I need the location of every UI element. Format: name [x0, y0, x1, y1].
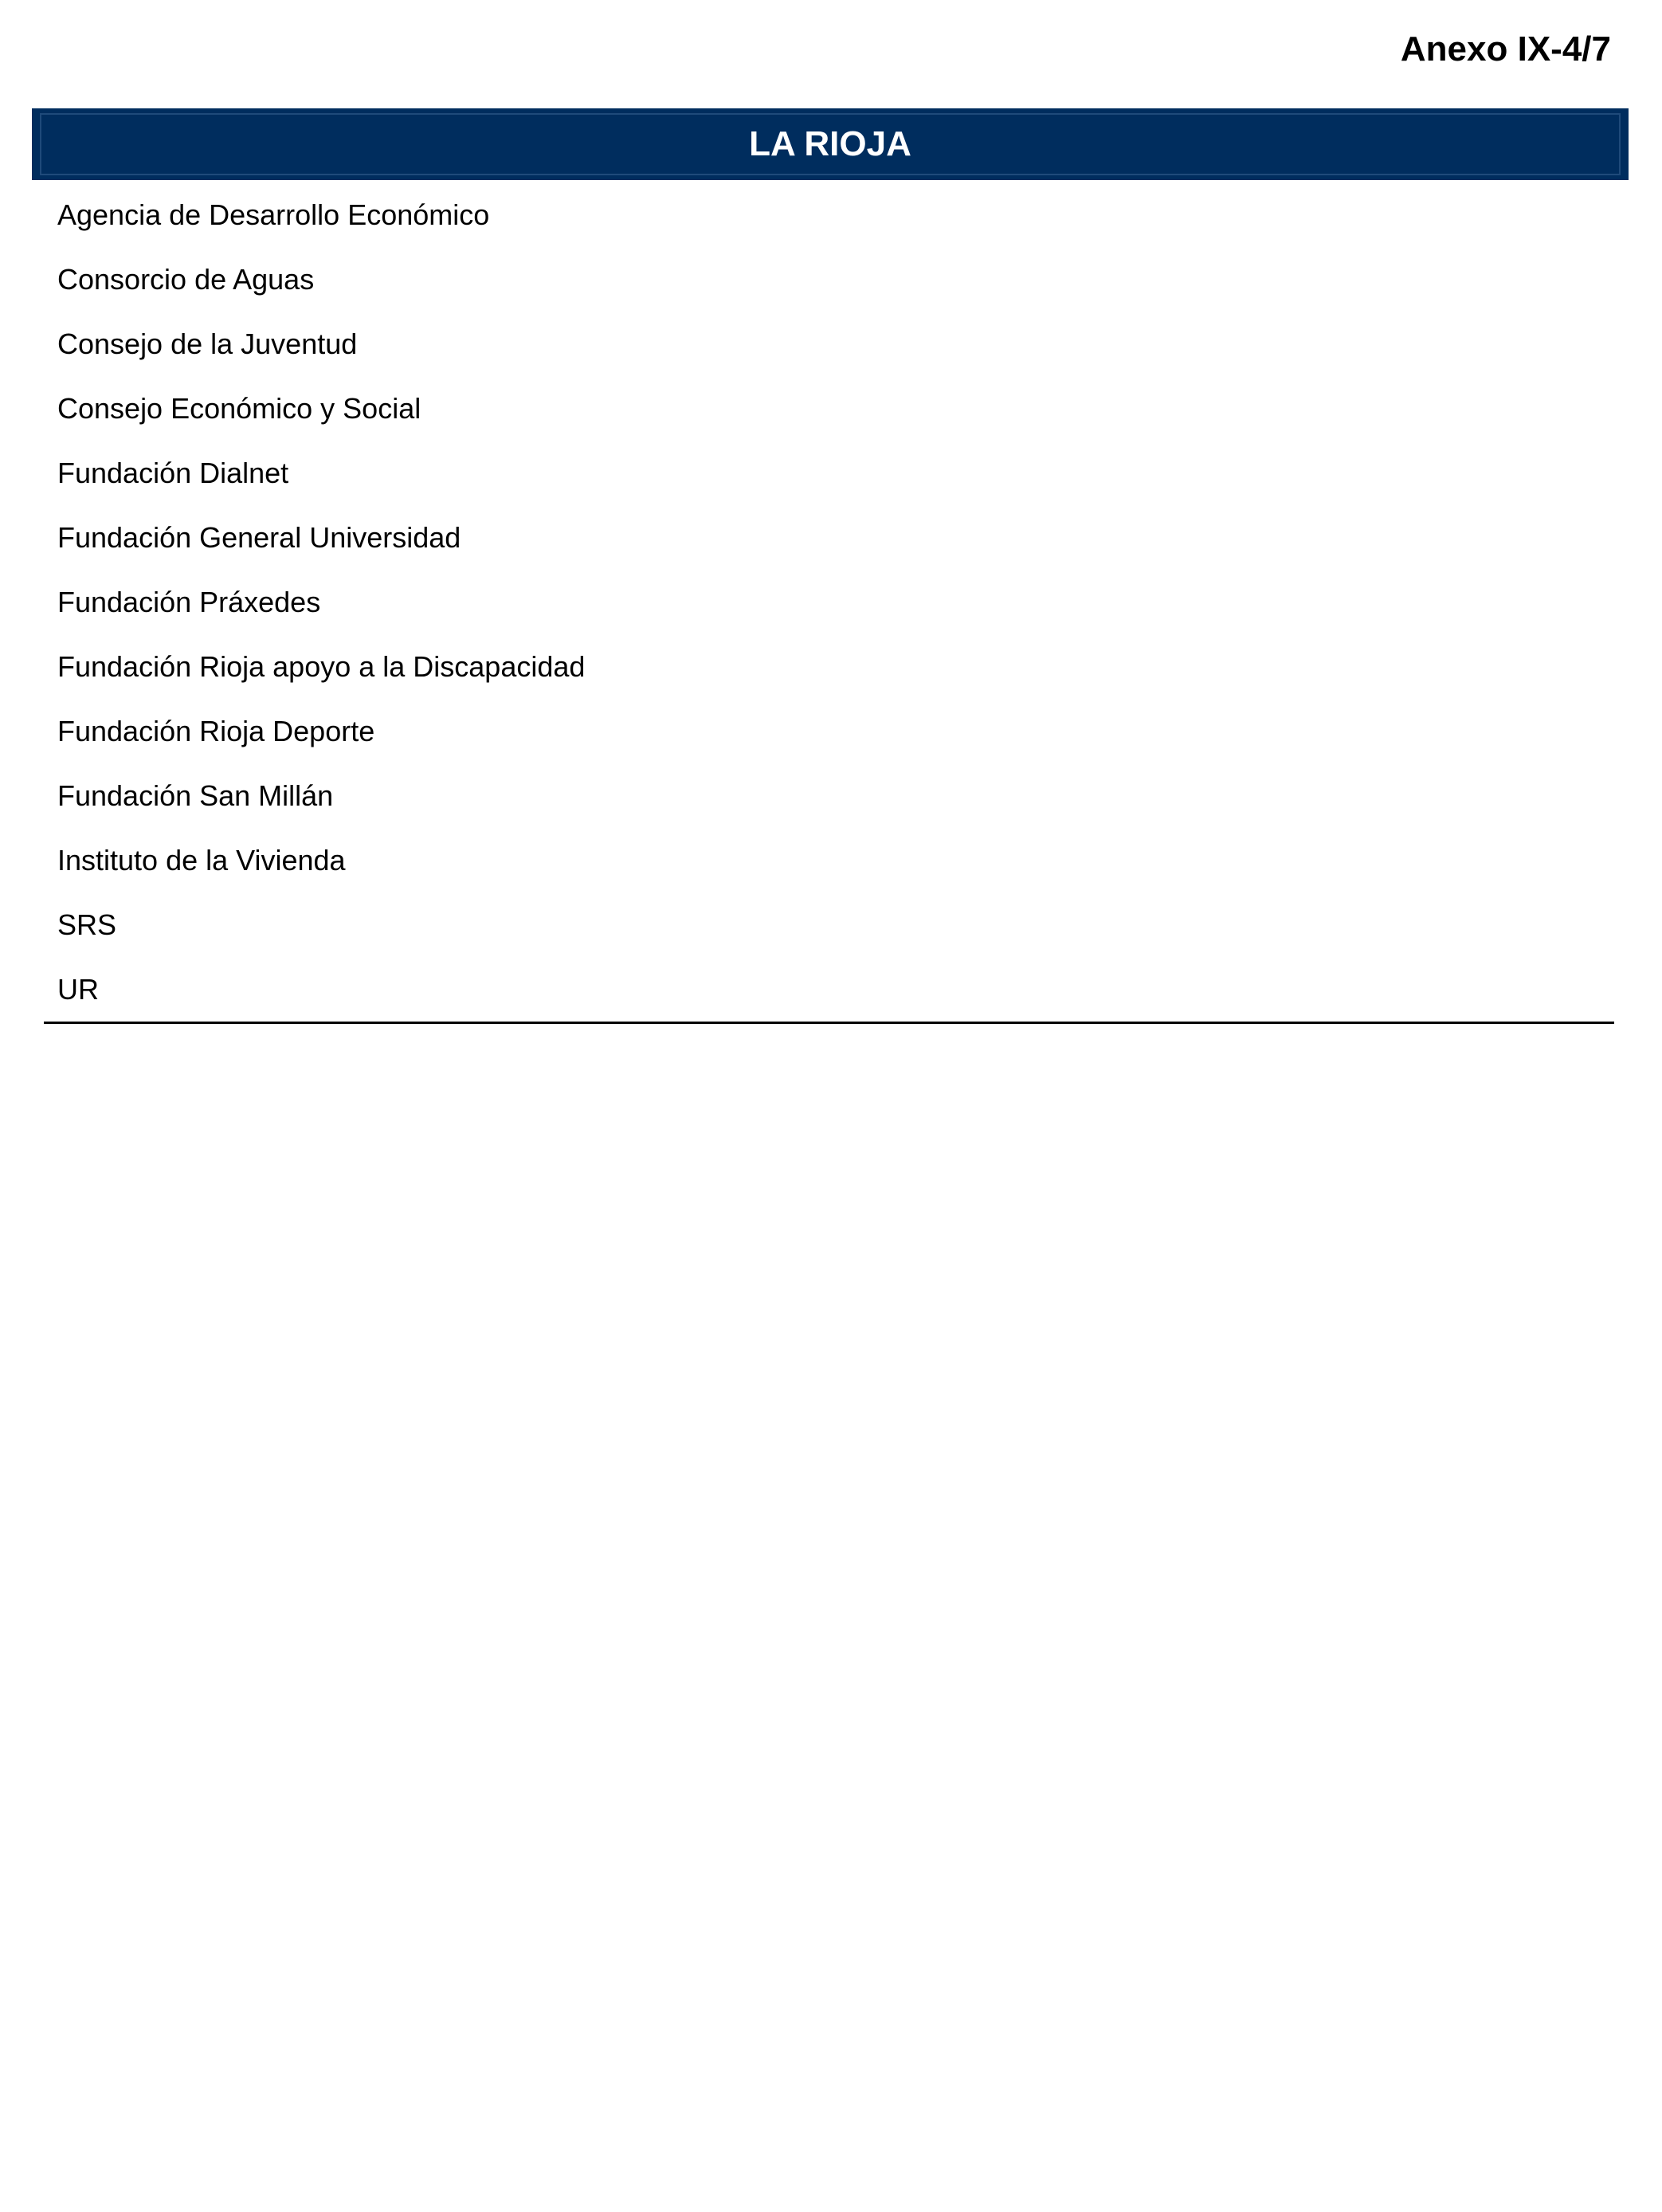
- list-item: Fundación Dialnet: [57, 457, 289, 489]
- list-item: Fundación Práxedes: [57, 586, 321, 618]
- list-item: Consejo Económico y Social: [57, 392, 421, 425]
- list-item: Fundación General Universidad: [57, 521, 461, 554]
- entity-list: [57, 194, 585, 1033]
- bottom-rule: [44, 1022, 1614, 1024]
- region-header-frame: [40, 113, 1621, 175]
- list-item: Instituto de la Vivienda: [57, 844, 346, 877]
- list-item: Consejo de la Juventud: [57, 327, 358, 360]
- list-item: Consorcio de Aguas: [57, 263, 315, 296]
- list-item: Fundación Rioja apoyo a la Discapacidad: [57, 650, 586, 683]
- annex-label: Anexo IX-4/7: [1400, 29, 1611, 69]
- region-header: [32, 108, 1629, 180]
- region-title: LA RIOJA: [749, 124, 911, 163]
- list-item: UR: [57, 973, 99, 1006]
- list-item: Fundación Rioja Deporte: [57, 715, 375, 747]
- list-item: SRS: [57, 908, 117, 941]
- list-item: Agencia de Desarrollo Económico: [57, 198, 490, 231]
- list-item: Fundación San Millán: [57, 779, 334, 812]
